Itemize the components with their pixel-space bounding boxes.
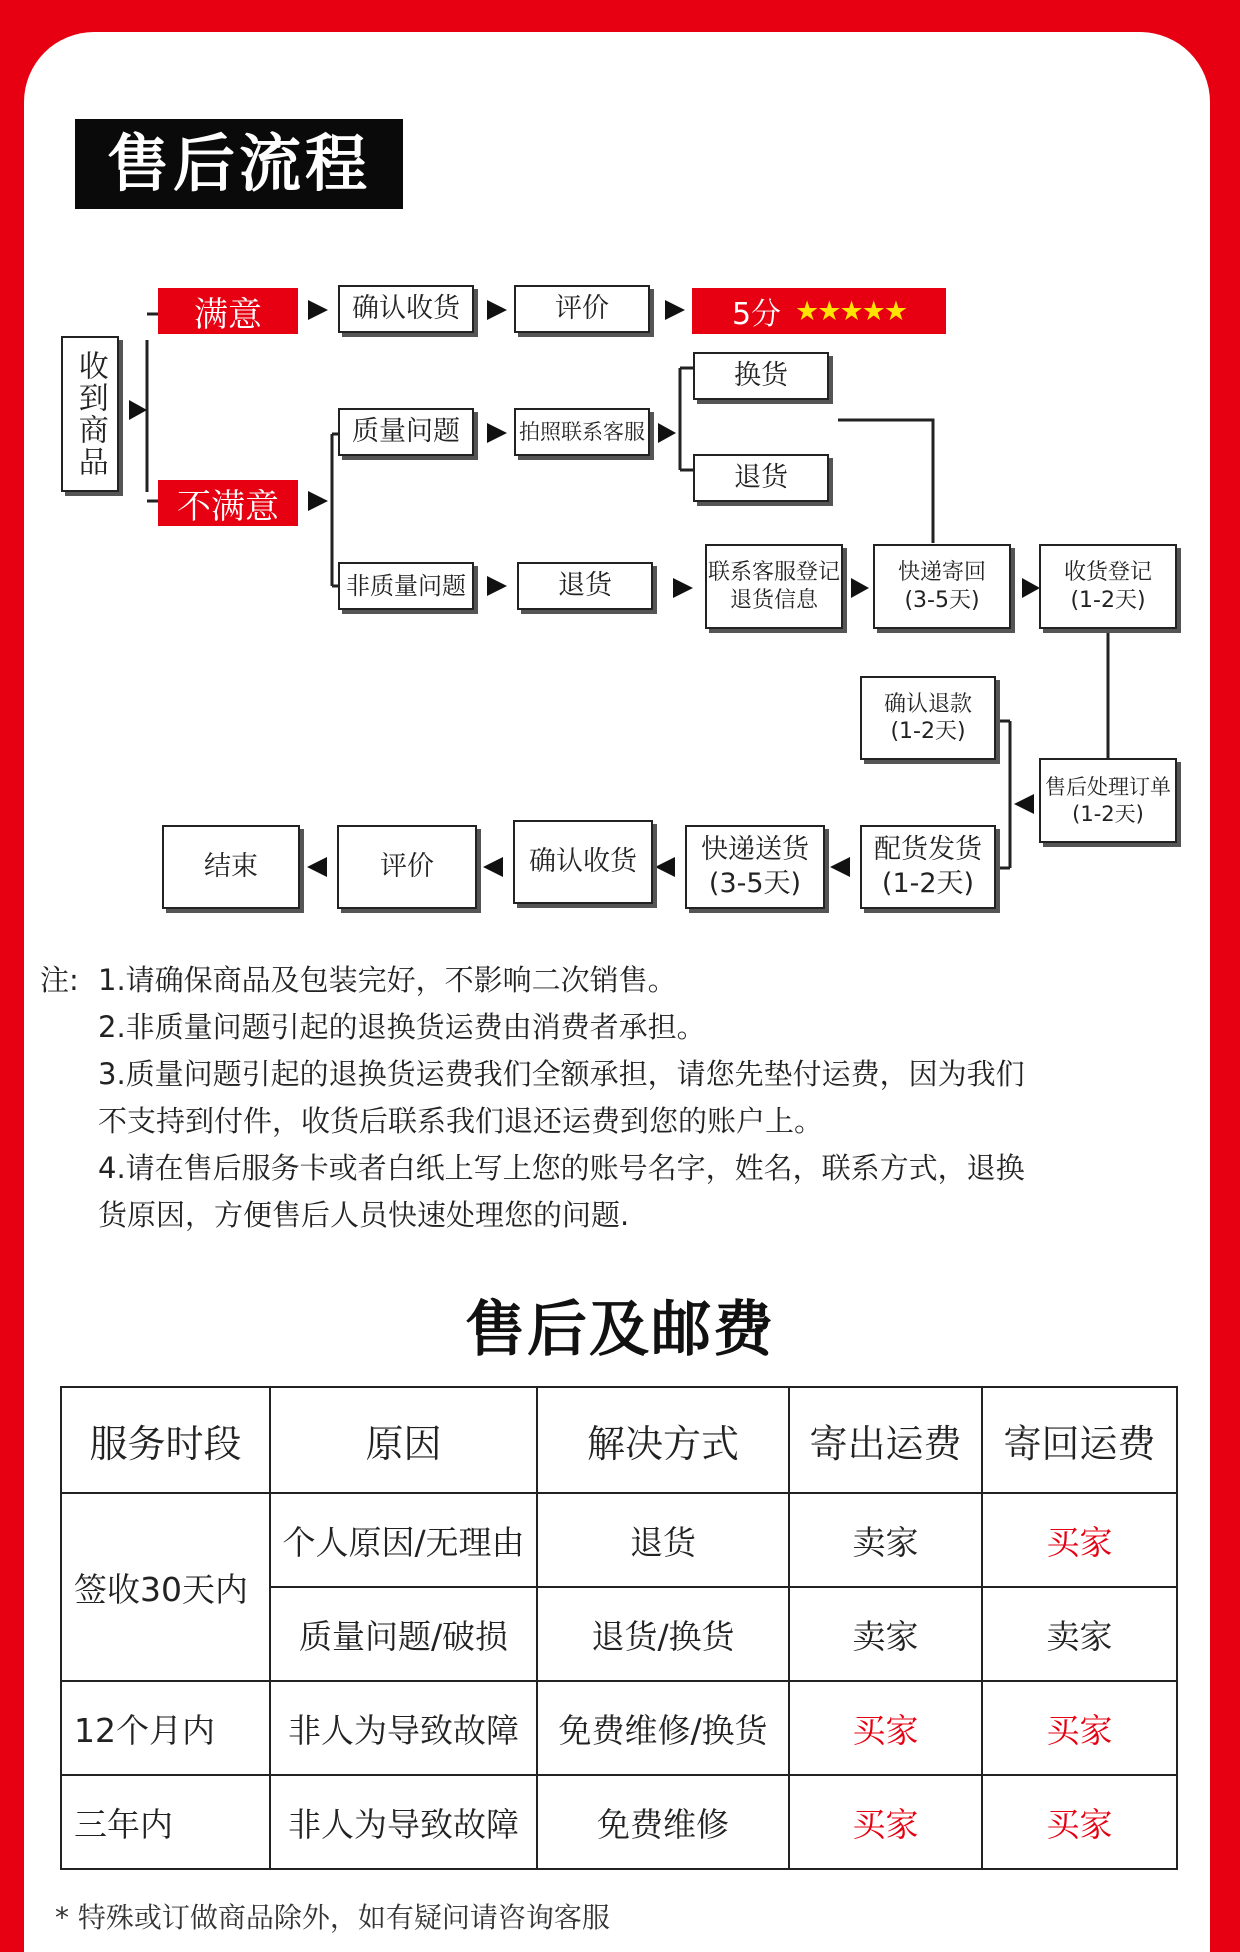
header-return-fee: 寄回运费 [982, 1387, 1177, 1493]
after-sale-order-box [1039, 758, 1177, 843]
cell-send-fee: 买家 [789, 1775, 982, 1869]
table-row [61, 1493, 1177, 1587]
confirm-receipt-box-2: 确认收货 [513, 820, 653, 904]
header-reason: 原因 [270, 1387, 537, 1493]
section-title: 售后及邮费 [465, 1295, 775, 1365]
unsatisfied-badge: 不满意 [158, 480, 298, 526]
note-1: 1.请确保商品及包装完好，不影响二次销售。 [98, 963, 677, 997]
after-sale-order-line1: 售后处理订单 [1045, 775, 1171, 800]
cell-period: 12个月内 [61, 1681, 270, 1775]
cell-solution: 退货/换货 [537, 1587, 789, 1681]
table-header-row [61, 1387, 1177, 1493]
header-send-fee: 寄出运费 [789, 1387, 982, 1493]
cell-period: 三年内 [61, 1775, 270, 1869]
confirm-refund-line2: (1-2天) [890, 719, 966, 744]
express-back-box [873, 544, 1011, 629]
footer-note: * 特殊或订做商品除外，如有疑问请咨询客服 [55, 1901, 610, 1934]
satisfied-badge: 满意 [158, 288, 298, 334]
ship-out-box [860, 825, 996, 909]
cell-solution: 免费维修/换货 [537, 1681, 789, 1775]
cell-return-fee: 买家 [982, 1493, 1177, 1587]
confirm-refund-box [860, 676, 996, 760]
receive-register-line1: 收货登记 [1063, 560, 1152, 585]
note-4a: 4.请在售后服务卡或者白纸上写上您的账号名字，姓名，联系方式，退换 [98, 1151, 1025, 1185]
table-row [61, 1681, 1177, 1775]
cell-solution: 退货 [537, 1493, 789, 1587]
contact-register-line1: 联系客服登记 [707, 560, 840, 585]
note-3a: 3.质量问题引起的退换货运费我们全额承担，请您先垫付运费，因为我们 [98, 1057, 1025, 1091]
cell-solution: 免费维修 [537, 1775, 789, 1869]
cell-return-fee: 卖家 [982, 1587, 1177, 1681]
quality-issue-box: 质量问题 [338, 408, 474, 456]
cell-reason: 质量问题/破损 [270, 1587, 537, 1681]
policy-table [60, 1386, 1178, 1870]
ship-out-line2: (1-2天) [881, 868, 975, 899]
cell-return-fee: 买家 [982, 1775, 1177, 1869]
score-label: 5分 [731, 297, 782, 332]
confirm-refund-line1: 确认退款 [883, 691, 972, 717]
receive-register-line2: (1-2天) [1070, 587, 1146, 613]
score-badge [692, 288, 946, 334]
five-stars-icon: ★★★★★ [795, 295, 907, 327]
exchange-box: 换货 [693, 352, 829, 400]
table-row [61, 1775, 1177, 1869]
note-4b: 货原因，方便售后人员快速处理您的问题. [98, 1198, 630, 1232]
page-title: 售后流程 [75, 119, 403, 209]
non-quality-issue-box: 非质量问题 [338, 562, 474, 610]
cell-reason: 非人为导致故障 [270, 1681, 537, 1775]
cell-send-fee: 卖家 [789, 1493, 982, 1587]
contact-register-box [705, 544, 843, 629]
express-back-line1: 快递寄回 [897, 560, 986, 585]
cell-send-fee: 买家 [789, 1681, 982, 1775]
note-2: 2.非质量问题引起的退换货运费由消费者承担。 [98, 1010, 706, 1044]
cell-period: 签收30天内 [61, 1493, 270, 1681]
confirm-receipt-box: 确认收货 [338, 285, 474, 333]
express-send-box [685, 825, 825, 909]
review-box-2: 评价 [337, 825, 477, 909]
review-box: 评价 [514, 285, 650, 333]
express-send-line2: (3-5天) [708, 868, 802, 899]
note-3b: 不支持到付件，收货后联系我们退还运费到您的账户上。 [98, 1104, 824, 1138]
header-period: 服务时段 [61, 1387, 270, 1493]
cell-return-fee: 买家 [982, 1681, 1177, 1775]
photo-contact-box: 拍照联系客服 [514, 408, 650, 456]
express-back-line2: (3-5天) [904, 587, 980, 613]
contact-register-line2: 退货信息 [729, 587, 818, 613]
receive-register-box [1039, 544, 1177, 629]
express-send-line1: 快递送货 [701, 834, 809, 866]
cell-reason: 非人为导致故障 [270, 1775, 537, 1869]
ship-out-line1: 配货发货 [874, 834, 982, 866]
return-box-2: 退货 [517, 562, 653, 610]
cell-reason: 个人原因/无理由 [270, 1493, 537, 1587]
after-sale-order-line2: (1-2天) [1072, 801, 1144, 826]
note-prefix: 注: [40, 963, 79, 997]
cell-send-fee: 卖家 [789, 1587, 982, 1681]
receive-goods-box: 收到商品 [61, 336, 119, 492]
header-solution: 解决方式 [537, 1387, 789, 1493]
end-box: 结束 [162, 825, 300, 909]
return-box: 退货 [693, 454, 829, 502]
